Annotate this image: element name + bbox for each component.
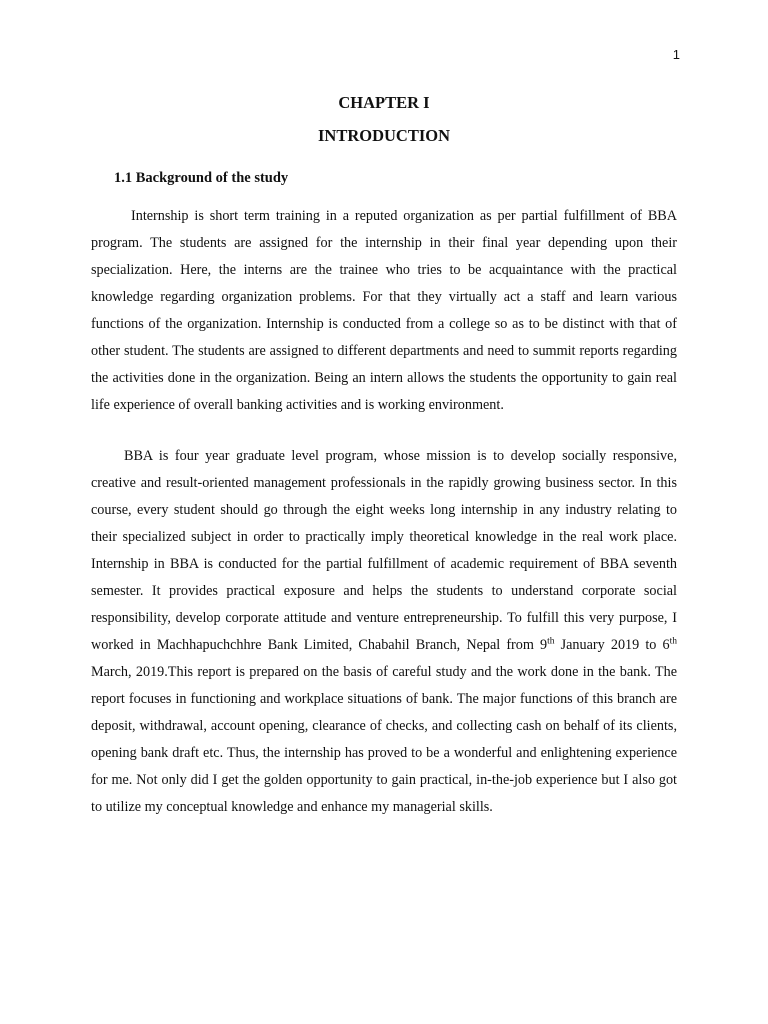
chapter-heading: CHAPTER I (338, 93, 430, 112)
paragraph-internship-definition: Internship is short term training in a reputed organization as per partial fulfillment of BBA program. The students are assigned for the internship in their final year depending upon their specialization. Here, the interns are the trainee who tries to be acquaintance with the practical knowledge regarding organization problems. For that they virtually act a staff and learn various functions of the organization. Internship is conducted from a college so as to be distinct with that of other student. The students are assigned to different departments and need to summit reports regarding the activities done in the organization. Being an intern allows the students the opportunity to gain real life experience of overall banking activities and is working environment. (91, 208, 677, 413)
paragraph-text-part: January 2019 to 6 (554, 637, 670, 653)
paragraph-text-part: BBA is four year graduate level program, whose mission is to develop socially responsive, creative and result-oriented management professionals in the rapidly growing business sector. In this course, every student should go through the eight weeks long internship in any industry relating to their specialized subject in order to practically imply theoretical knowledge in the real work place. Internship in BBA is conducted for the partial fulfillment of academic requirement of BBA seventh semester. It provides practical exposure and helps the students to understand corporate social responsibility, develop corporate attitude and venture entrepreneurship. To fulfill this very purpose, I worked in Machhapuchchhre Bank Limited, Chabahil Branch, Nepal from 9 (91, 448, 677, 653)
paragraph-text-part: March, 2019.This report is prepared on the basis of careful study and the work done in the bank. The report focuses in functioning and workplace situations of bank. The major functions of this branch are deposit, withdrawal, account opening, clearance of checks, and collecting cash on behalf of its clients, opening bank draft etc. Thus, the internship has proved to be a wonderful and enlightening experience for me. Not only did I get the golden opportunity to gain practical, in-the-job experience but I also got to utilize my conceptual knowledge and enhance my managerial skills. (91, 664, 677, 815)
section-heading: 1.1 Background of the study (114, 170, 289, 186)
ordinal-superscript: th (547, 636, 555, 647)
paragraph-bba-program (91, 443, 677, 821)
ordinal-superscript: th (669, 636, 677, 647)
chapter-title: INTRODUCTION (317, 126, 451, 145)
page-number: 1 (672, 47, 680, 62)
